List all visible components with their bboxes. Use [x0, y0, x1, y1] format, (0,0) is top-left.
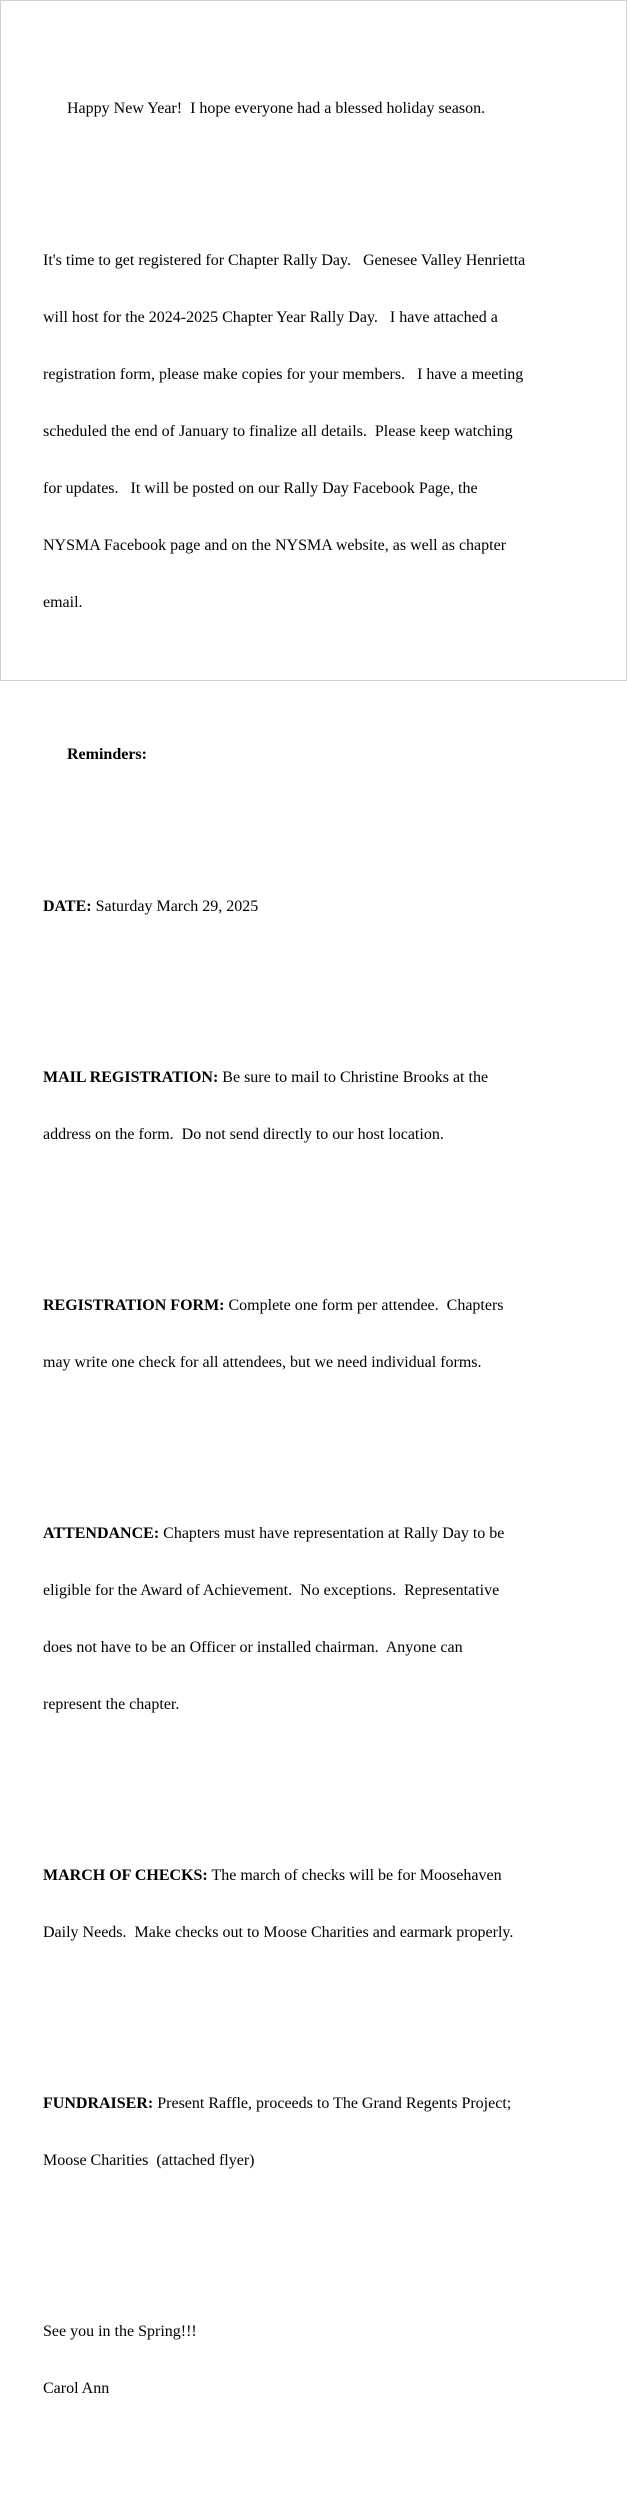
march-of-checks-item — [43, 1828, 613, 1980]
closing-text: See you in the Spring!!! — [43, 2323, 197, 2340]
registration-form-label: REGISTRATION FORM: — [43, 1297, 225, 1314]
mail-registration-text: Be sure to mail to Christine Brooks at the — [218, 1069, 489, 1086]
intro-line: NYSMA Facebook page and on the NYSMA website, as well as chapter — [43, 537, 507, 554]
intro-line: for updates. It will be posted on our Rally Day Facebook Page, the — [43, 480, 478, 497]
greeting-paragraph — [43, 80, 613, 137]
letter-body — [43, 23, 613, 2493]
fundraiser-text: Moose Charities (attached flyer) — [43, 2152, 255, 2169]
date-value: Saturday March 29, 2025 — [91, 898, 259, 915]
closing-block — [43, 2284, 613, 2436]
march-of-checks-text: Daily Needs. Make checks out to Moose Charities and earmark properly. — [43, 1924, 514, 1941]
fundraiser-label: FUNDRAISER: — [43, 2095, 154, 2112]
attendance-label: ATTENDANCE: — [43, 1525, 160, 1542]
attendance-text: Chapters must have representation at Rally Day to be — [159, 1525, 505, 1542]
date-label: DATE: — [43, 898, 92, 915]
intro-line: scheduled the end of January to finalize all details. Please keep watching — [43, 423, 513, 440]
mail-registration-text: address on the form. Do not send directly to our host location. — [43, 1126, 444, 1143]
attendance-text: eligible for the Award of Achievement. No exceptions. Representative — [43, 1582, 500, 1599]
mail-registration-item — [43, 1030, 613, 1182]
mail-registration-label: MAIL REGISTRATION: — [43, 1069, 219, 1086]
march-of-checks-label: MARCH OF CHECKS: — [43, 1867, 208, 1884]
intro-paragraph — [43, 213, 613, 650]
registration-form-text: may write one check for all attendees, but we need individual forms. — [43, 1354, 482, 1371]
intro-line: It's time to get registered for Chapter Rally Day. Genesee Valley Henrietta — [43, 252, 526, 269]
registration-form-text: Complete one form per attendee. Chapters — [224, 1297, 504, 1314]
attendance-text: represent the chapter. — [43, 1696, 180, 1713]
signature: Carol Ann — [43, 2380, 110, 2397]
fundraiser-item — [43, 2056, 613, 2208]
march-of-checks-text: The march of checks will be for Moosehaven — [207, 1867, 502, 1884]
reminders-heading: Reminders: — [67, 746, 147, 763]
registration-form-item — [43, 1258, 613, 1410]
attendance-text: does not have to be an Officer or installed chairman. Anyone can — [43, 1639, 463, 1656]
intro-line: email. — [43, 594, 83, 611]
reminders-heading-paragraph — [43, 726, 613, 783]
attendance-item — [43, 1486, 613, 1752]
intro-line: will host for the 2024-2025 Chapter Year Rally Day. I have attached a — [43, 309, 498, 326]
date-item — [43, 859, 613, 954]
fundraiser-text: Present Raffle, proceeds to The Grand Regents Project; — [153, 2095, 512, 2112]
intro-line: registration form, please make copies for your members. I have a meeting — [43, 366, 524, 383]
greeting-text: Happy New Year! I hope everyone had a blessed holiday season. — [67, 100, 486, 117]
